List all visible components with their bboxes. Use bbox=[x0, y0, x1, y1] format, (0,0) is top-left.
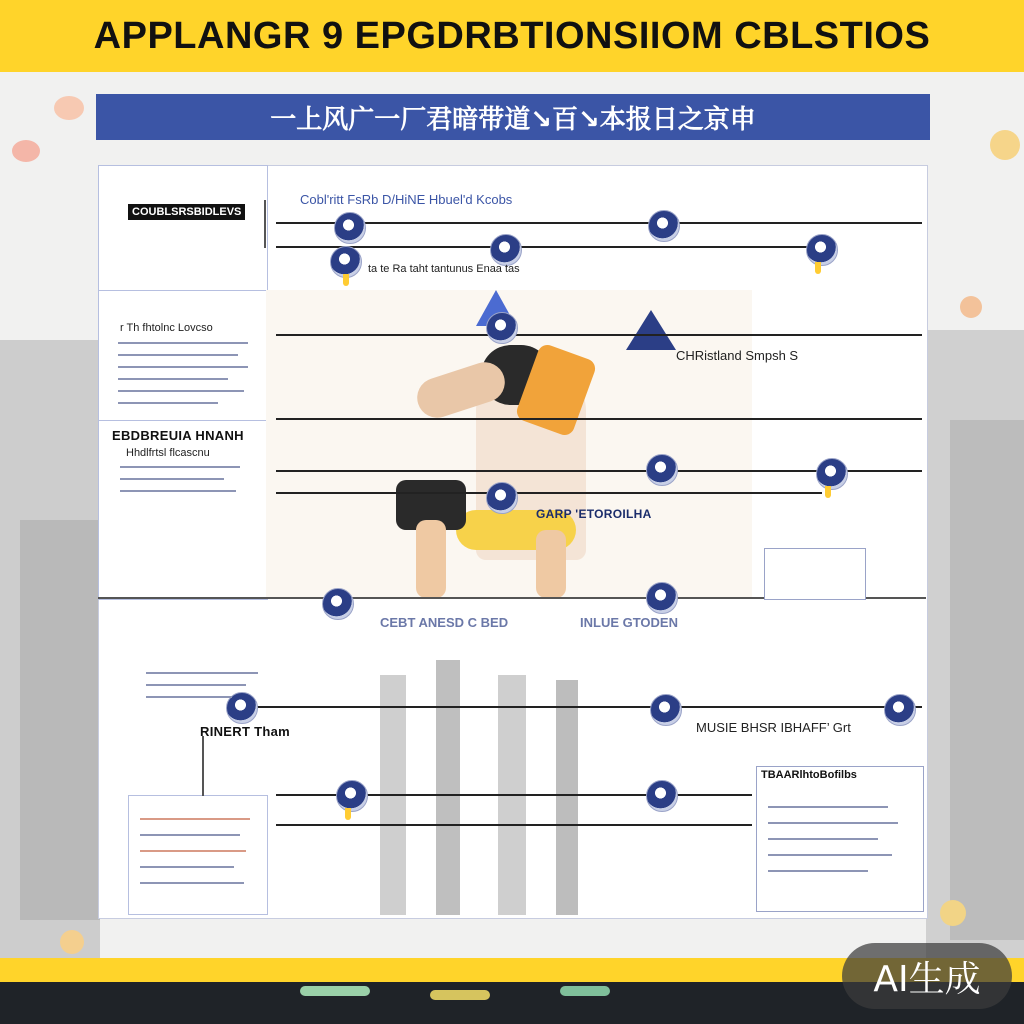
confetti-dot bbox=[990, 130, 1020, 160]
node-stem bbox=[825, 486, 831, 498]
text-line bbox=[768, 822, 898, 824]
node-icon bbox=[336, 780, 368, 812]
text-line bbox=[140, 882, 244, 884]
text-line bbox=[768, 838, 878, 840]
card-title: TBAARlhtoBofilbs bbox=[761, 769, 857, 781]
decor-stain bbox=[430, 990, 490, 1000]
top-label: Cobl'ritt FsRb D/HiNE Hbuel'd Kcobs bbox=[300, 192, 513, 207]
node-icon bbox=[486, 482, 518, 514]
connector-line bbox=[276, 246, 820, 248]
node-icon bbox=[816, 458, 848, 490]
center-caption-left: CEBT ANESD C BED bbox=[380, 615, 509, 630]
text-line bbox=[140, 834, 240, 836]
left-box-bottom bbox=[128, 795, 268, 915]
node-icon bbox=[884, 694, 916, 726]
node-icon bbox=[334, 212, 366, 244]
node-icon bbox=[322, 588, 354, 620]
connector-line bbox=[276, 418, 922, 420]
text-line bbox=[118, 402, 218, 404]
node-stem bbox=[815, 262, 821, 274]
left-block-title: r Th fhtolnc Lovcso bbox=[120, 322, 213, 334]
text-line bbox=[118, 342, 248, 344]
text-line bbox=[146, 696, 232, 698]
connector-vline bbox=[264, 200, 266, 248]
text-line bbox=[768, 854, 892, 856]
right-lower-label: MUSIE BHSR IBHAFF’ Grt bbox=[696, 720, 851, 735]
node-icon bbox=[490, 234, 522, 266]
node-stem bbox=[345, 808, 351, 820]
text-line bbox=[140, 818, 250, 820]
grey-column bbox=[556, 680, 578, 915]
text-line bbox=[118, 390, 244, 392]
text-line bbox=[120, 490, 236, 492]
connector-line bbox=[234, 706, 922, 708]
top-caption: ta te Ra taht tantunus Enaa tas bbox=[368, 263, 520, 275]
text-line bbox=[140, 866, 234, 868]
text-line bbox=[140, 850, 246, 852]
connector-line bbox=[276, 334, 922, 336]
text-line bbox=[120, 466, 240, 468]
grey-column bbox=[436, 660, 460, 915]
connector-line bbox=[276, 222, 922, 224]
text-line bbox=[768, 806, 888, 808]
left-lower-label: RINERT Tham bbox=[200, 724, 290, 739]
left-block-heading: EBDBREUIA HNANH bbox=[112, 428, 244, 443]
header-bar bbox=[96, 94, 930, 140]
text-line bbox=[118, 366, 248, 368]
side-label-1: CHRistland Smpsh S bbox=[676, 348, 799, 363]
left-box-top bbox=[98, 165, 268, 291]
confetti-dot bbox=[54, 96, 84, 120]
ai-generated-badge bbox=[842, 943, 1012, 1009]
left-block-sub: Hhdlfrtsl flcascnu bbox=[126, 447, 210, 459]
confetti-dot bbox=[940, 900, 966, 926]
header-text: 一上风广一厂君暗带道↘百↘本报日之京申 bbox=[270, 104, 756, 135]
node-icon bbox=[486, 312, 518, 344]
node-icon bbox=[646, 582, 678, 614]
background-figure-left-2 bbox=[20, 520, 100, 920]
text-line bbox=[118, 354, 238, 356]
text-line bbox=[146, 684, 246, 686]
background-figure-right-2 bbox=[950, 420, 1024, 940]
node-icon bbox=[646, 454, 678, 486]
node-stem bbox=[343, 274, 349, 286]
text-line bbox=[768, 870, 868, 872]
figure-leg bbox=[536, 530, 566, 598]
thumbnail-card bbox=[764, 548, 866, 600]
node-icon bbox=[650, 694, 682, 726]
mid-label: GARP 'ETOROILHA bbox=[536, 507, 652, 521]
center-caption-right: INLUE GTODEN bbox=[580, 615, 678, 630]
decor-stain bbox=[300, 986, 370, 996]
title-banner bbox=[0, 0, 1024, 72]
figure-leg bbox=[416, 520, 446, 598]
poster-title: APPLANGR 9 EPGDRBTIONSIIOM CBLSTIOS bbox=[93, 14, 931, 57]
confetti-dot bbox=[60, 930, 84, 954]
connector-line bbox=[276, 824, 752, 826]
node-icon bbox=[648, 210, 680, 242]
decor-stain bbox=[560, 986, 610, 996]
confetti-dot bbox=[12, 140, 40, 162]
connector-vline bbox=[202, 736, 204, 796]
badge-label: AI生成 bbox=[873, 958, 981, 1000]
node-icon bbox=[806, 234, 838, 266]
left-tag: COUBLSRSBIDLEVS bbox=[128, 204, 245, 220]
connector-line bbox=[276, 492, 822, 494]
confetti-dot bbox=[960, 296, 982, 318]
text-line bbox=[120, 478, 224, 480]
text-line bbox=[146, 672, 258, 674]
node-icon bbox=[646, 780, 678, 812]
blue-shape bbox=[626, 310, 676, 350]
text-line bbox=[118, 378, 228, 380]
